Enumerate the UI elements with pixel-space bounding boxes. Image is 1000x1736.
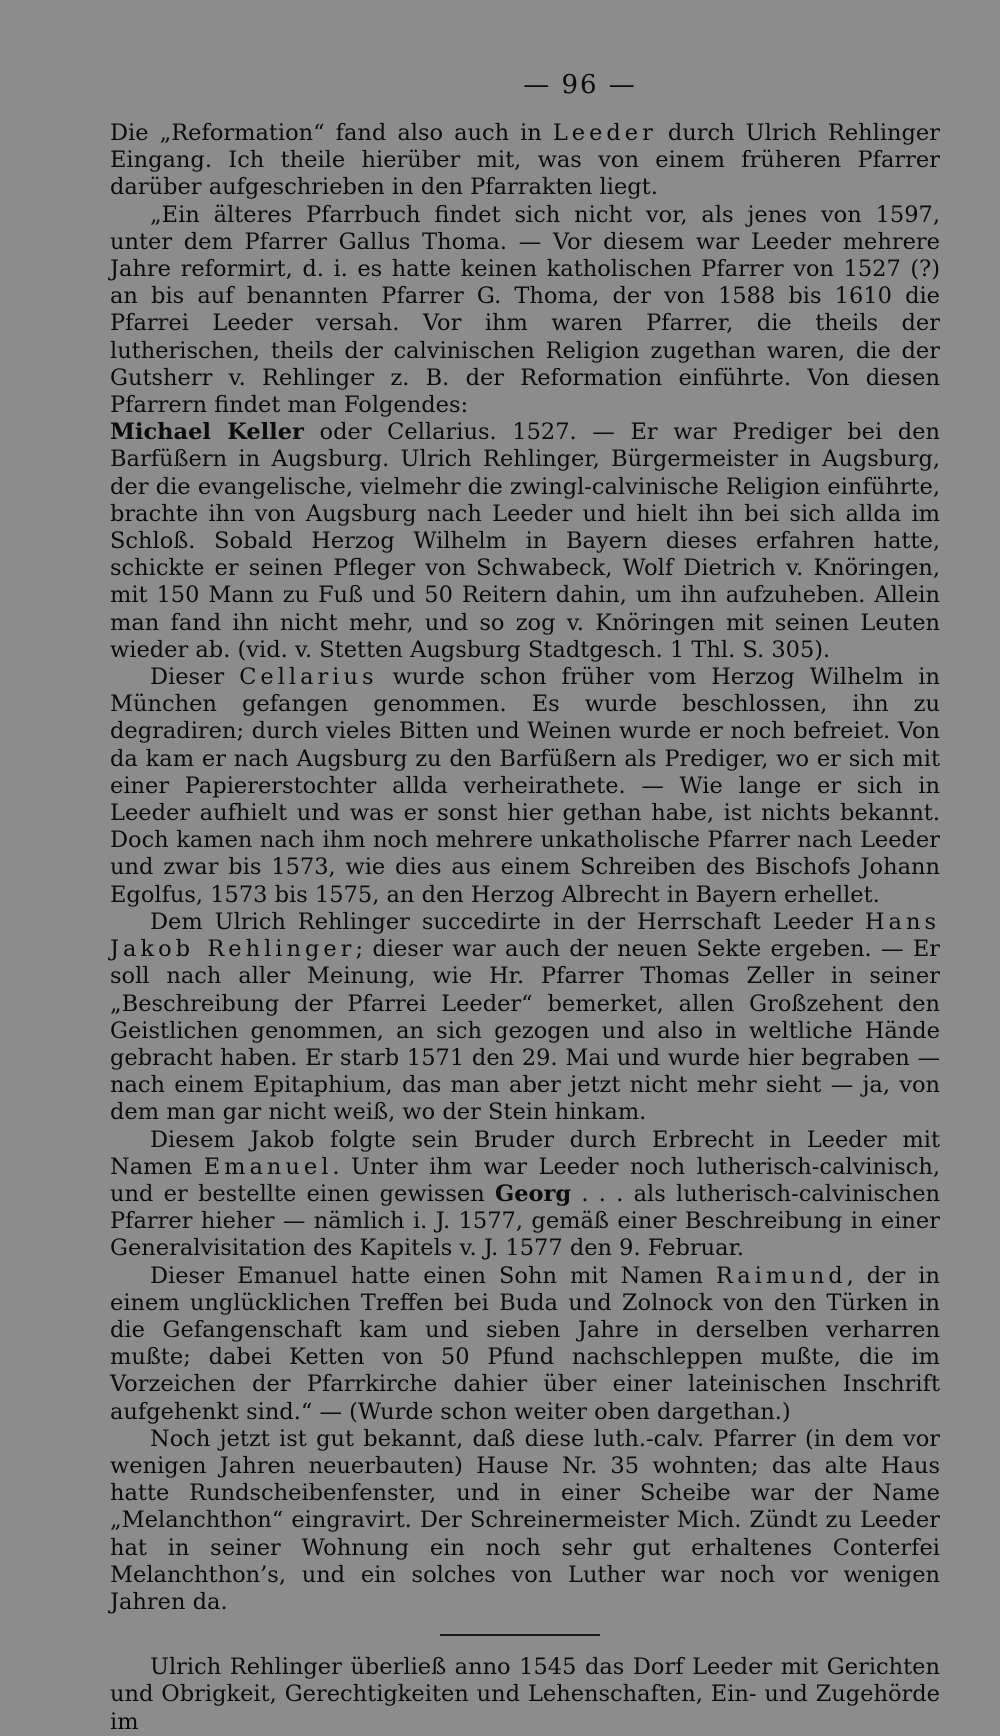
paragraph-emanuel (110, 1127, 940, 1263)
paragraph-text: Dieser (150, 664, 240, 691)
paragraph-text: Diesem Jakob folgte sein Bruder durch Erbrecht in Leeder mit Namen (110, 1126, 940, 1180)
paragraph-text: oder Cellarius. 1527. — Er war Prediger bei den Barfüßern in Augsburg. Ulrich Rehlinger, Bürgermeister in Augsburg, der die evangelische, vielmehr die zwingl-calvinische Religion einführte, brachte ihn von Augsburg nach Leeder und hielt ihn bei sich allda im Schloß. Sobald Herzog Wilhelm in Bayern dieses erfahren hatte, schickte er seinen Pfleger von Schwabeck, Wolf Dietrich v. Knöringen, mit 150 Mann zu Fuß und 50 Reitern dahin, um ihn aufzuheben. Allein man fand ihn nicht mehr, und so zog v. Knöringen mit seinen Leuten wieder ab. (vid. v. Stetten Augsburg Stadtgesch. 1 Thl. S. 305). (110, 419, 940, 663)
name-georg: Georg (495, 1180, 572, 1207)
paragraph-text: Dieser Emanuel hatte einen Sohn mit Namen (150, 1262, 716, 1289)
paragraph-text: . . . als lutherisch-calvinischen Pfarrer hieher — nämlich i. J. 1577, gemäß einer Beschreibung in einer Generalvisitation des Kapitels v. J. 1577 den 9. Februar. (110, 1180, 940, 1262)
paragraph-michael-keller (110, 419, 940, 664)
paragraph-text: . Unter ihm war Leeder noch lutherisch-calvinisch, und er bestellte einen gewissen (110, 1153, 940, 1207)
name-hans-jakob-rehlinger: Hans Jakob Rehlinger (110, 908, 940, 963)
paragraph-raimund (110, 1263, 940, 1426)
paragraph-text: wurde schon früher vom Herzog Wilhelm in München gefangen genommen. Es wurde beschlossen, ihn zu degradiren; durch vieles Bitten und Weinen wurde er noch befreiet. Von da kam er nach Augsburg zu den Barfüßern als Prediger, wo er sich mit einer Papiererstochter allda verheirathete. — Wie lange er sich in Leeder aufhielt und was er sonst hier gethan habe, ist nichts bekannt. Doch kamen nach ihm noch mehrere unkatholische Pfarrer nach Leeder und zwar bis 1573, wie dies aus einem Schreiben des Bischofs Johann Egolfus, 1573 bis 1575, an den Herzog Albrecht in Bayern erhellet. (110, 664, 940, 908)
name-emanuel: Emanuel (203, 1153, 333, 1180)
paragraph-text: ; dieser war auch der neuen Sekte ergeben. — Er soll nach aller Meinung, wie Hr. Pfarrer Thomas Zeller in seiner „Beschreibung der Pfarrei Leeder“ bemerket, allen Großzehent den Geistlichen genommen, an sich gezogen und also in weltliche Hände gebracht haben. Er starb 1571 den 29. Mai und wurde hier begraben — nach einem Epitaphium, das man aber jetzt nicht mehr sieht — ja, von dem man gar nicht weiß, wo der Stein hinkam. (110, 936, 940, 1126)
paragraph-text: , der in einem unglücklichen Treffen bei Buda und Zolnock von den Türken in die Gefangenschaft kam und sieben Jahre in derselben verharren mußte; dabei Ketten von 50 Pfund nachschleppen mußte, die im Vorzeichen der Pfarrkirche dahier über einer lateinischen Inschrift aufgehenkt sind.“ — (Wurde schon weiter oben dargethan.) (110, 1262, 940, 1425)
paragraph-text: durch Ulrich Rehlinger Eingang. Ich theile hierüber mit, was von einem früheren Pfarrer darüber aufgeschrieben in den Pfarrakten liegt. (110, 120, 940, 201)
document-page (110, 70, 940, 1736)
paragraph-cellarius (110, 664, 940, 909)
paragraph-melanchthon: Noch jetzt ist gut bekannt, daß diese luth.-calv. Pfarrer (in dem vor wenigen Jahren neuerbauten) Hause Nr. 35 wohnten; das alte Haus hatte Rundscheibenfenster, und in einer Scheibe war der Name „Melanchthon“ eingravirt. Der Schreinermeister Mich. Zündt zu Leeder hat in seiner Wohnung ein noch sehr gut erhaltenes Conterfei Melanchthon’s, und ein solches von Luther war noch vor wenigen Jahren da. (110, 1425, 940, 1615)
paragraph-text: Die „Reformation“ fand also auch in (110, 120, 553, 146)
paragraph-pfarrbuch: „Ein älteres Pfarrbuch findet sich nicht vor, als jenes von 1597, unter dem Pfarrer Gallus Thoma. — Vor diesem war Leeder mehrere Jahre reformirt, d. i. es hatte keinen katholischen Pfarrer von 1527 (?) an bis auf benannten Pfarrer G. Thoma, der von 1588 bis 1610 die Pfarrei Leeder versah. Vor ihm waren Pfarrer, die theils der lutherischen, theils der calvinischen Religion zugethan waren, die der Gutsherr v. Rehlinger z. B. der Reformation einführte. Von diesen Pfarrern findet man Folgendes: (110, 201, 940, 419)
paragraph-text: Dem Ulrich Rehlinger succedirte in der Herrschaft Leeder (150, 908, 865, 935)
section-divider (440, 1634, 600, 1636)
name-cellarius: Cellarius (239, 664, 378, 691)
paragraph-hans-jakob (110, 909, 940, 1127)
paragraph-reformation (110, 120, 940, 202)
paragraph-ulrich-1545: Ulrich Rehlinger überließ anno 1545 das Dorf Leeder mit Gerichten und Obrigkeit, Gerechtigkeiten und Lehenschaften, Ein- und Zugehörde im (110, 1654, 940, 1735)
place-name-leeder: Leeder (552, 120, 657, 146)
name-raimund: Raimund (715, 1262, 847, 1289)
page-number: — 96 — (523, 70, 637, 100)
name-michael-keller: Michael Keller (110, 419, 304, 446)
